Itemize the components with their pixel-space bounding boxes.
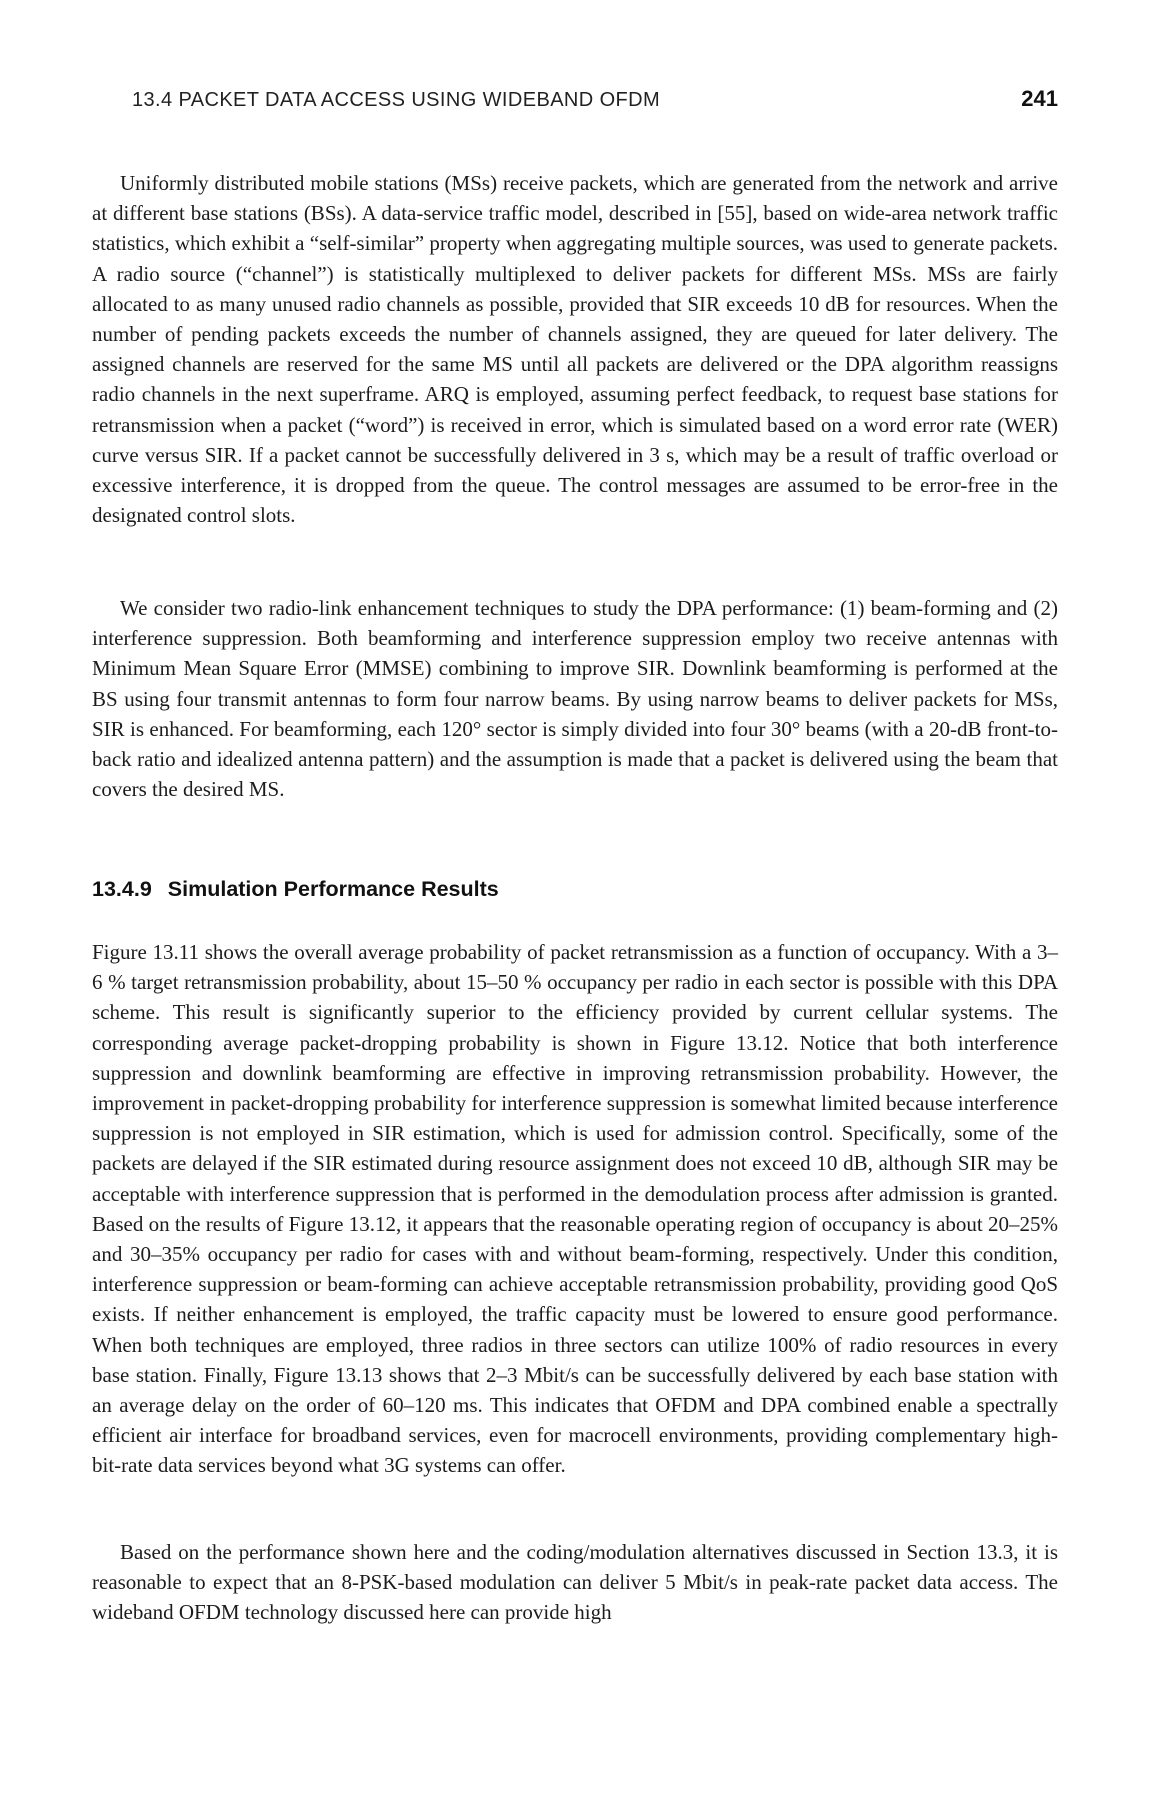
section-title: Simulation Performance Results	[167, 877, 499, 901]
paragraph-text: Based on the performance shown here and the coding/modulation alternatives discussed in Section 13.3, it is reasonable to expect that an 8-PSK-based modulation can deliver 5 Mbit/s in peak-rate packet data access. The wideband OFDM technology discussed here can provide high	[92, 1540, 1058, 1625]
paragraph-peak-rate	[92, 1537, 1058, 1628]
paragraph-text: Figure 13.11 shows the overall average probability of packet retransmission as a function of occupancy. With a 3–6 % target retransmission probability, about 15–50 % occupancy per radio in each sector is possible with this DPA scheme. This result is significantly superior to the efficiency provided by current cellular systems. The corresponding average packet-dropping probability is shown in Figure 13.12. Notice that both interference suppression and downlink beamforming are effective in improving retransmission probability. However, the improvement in packet-dropping probability for interference suppression is somewhat limited because interference suppression is not employed in SIR estimation, which is used for admission control. Specifically, some of the packets are delayed if the SIR estimated during resource assignment does not exceed 10 dB, although SIR may be acceptable with interference suppression that is performed in the demodulation process after admission is granted. Based on the results of Figure 13.12, it appears that the reasonable operating region of occupancy is about 20–25% and 30–35% occupancy per radio for cases with and without beam-forming, respectively. Under this condition, interference suppression or beam-forming can achieve acceptable retransmission probability, providing good QoS exists. If neither enhancement is employed, the traffic capacity must be lowered to ensure good performance. When both techniques are employed, three radios in three sectors can utilize 100% of radio resources in every base station. Finally, Figure 13.13 shows that 2–3 Mbit/s can be successfully delivered by each base station with an average delay on the order of 60–120 ms. This indicates that OFDM and DPA combined enable a spectrally efficient air interface for broadband services, even for macrocell environments, providing complementary high-bit-rate data services beyond what 3G systems can offer.	[92, 940, 1058, 1478]
paragraph-traffic-model	[92, 168, 1058, 530]
section-heading	[92, 877, 499, 902]
paragraph-simulation-results	[92, 937, 1058, 1481]
running-head	[132, 86, 1058, 116]
paragraph-text: We consider two radio-link enhancement techniques to study the DPA performance: (1) beam-forming and (2) interference suppression. Both beamforming and interference suppression employ two receive antennas with Minimum Mean Square Error (MMSE) combining to improve SIR. Downlink beamforming is performed at the BS using four transmit antennas to form four narrow beams. By using narrow beams to deliver packets for MSs, SIR is enhanced. For beamforming, each 120° sector is simply divided into four 30° beams (with a 20-dB front-to-back ratio and idealized antenna pattern) and the assumption is made that a packet is delivered using the beam that covers the desired MS.	[92, 596, 1058, 802]
page-number: 241	[1021, 86, 1058, 111]
paragraph-enhancement-techniques	[92, 593, 1058, 804]
running-head-title: 13.4 PACKET DATA ACCESS USING WIDEBAND OFDM	[132, 89, 661, 111]
section-number: 13.4.9	[92, 877, 152, 901]
paragraph-text: Uniformly distributed mobile stations (MSs) receive packets, which are generated from the network and arrive at different base stations (BSs). A data-service traffic model, described in [55], based on wide-area network traffic statistics, which exhibit a “self-similar” property when aggregating multiple sources, was used to generate packets. A radio source (“channel”) is statistically multiplexed to deliver packets for different MSs. MSs are fairly allocated to as many unused radio channels as possible, provided that SIR exceeds 10 dB for resources. When the number of pending packets exceeds the number of channels assigned, they are queued for later delivery. The assigned channels are reserved for the same MS until all packets are delivered or the DPA algorithm reassigns radio channels in the next superframe. ARQ is employed, assuming perfect feedback, to request base stations for retransmission when a packet (“word”) is received in error, which is simulated based on a word error rate (WER) curve versus SIR. If a packet cannot be successfully delivered in 3 s, which may be a result of traffic overload or excessive interference, it is dropped from the queue. The control messages are assumed to be error-free in the designated control slots.	[92, 171, 1058, 528]
